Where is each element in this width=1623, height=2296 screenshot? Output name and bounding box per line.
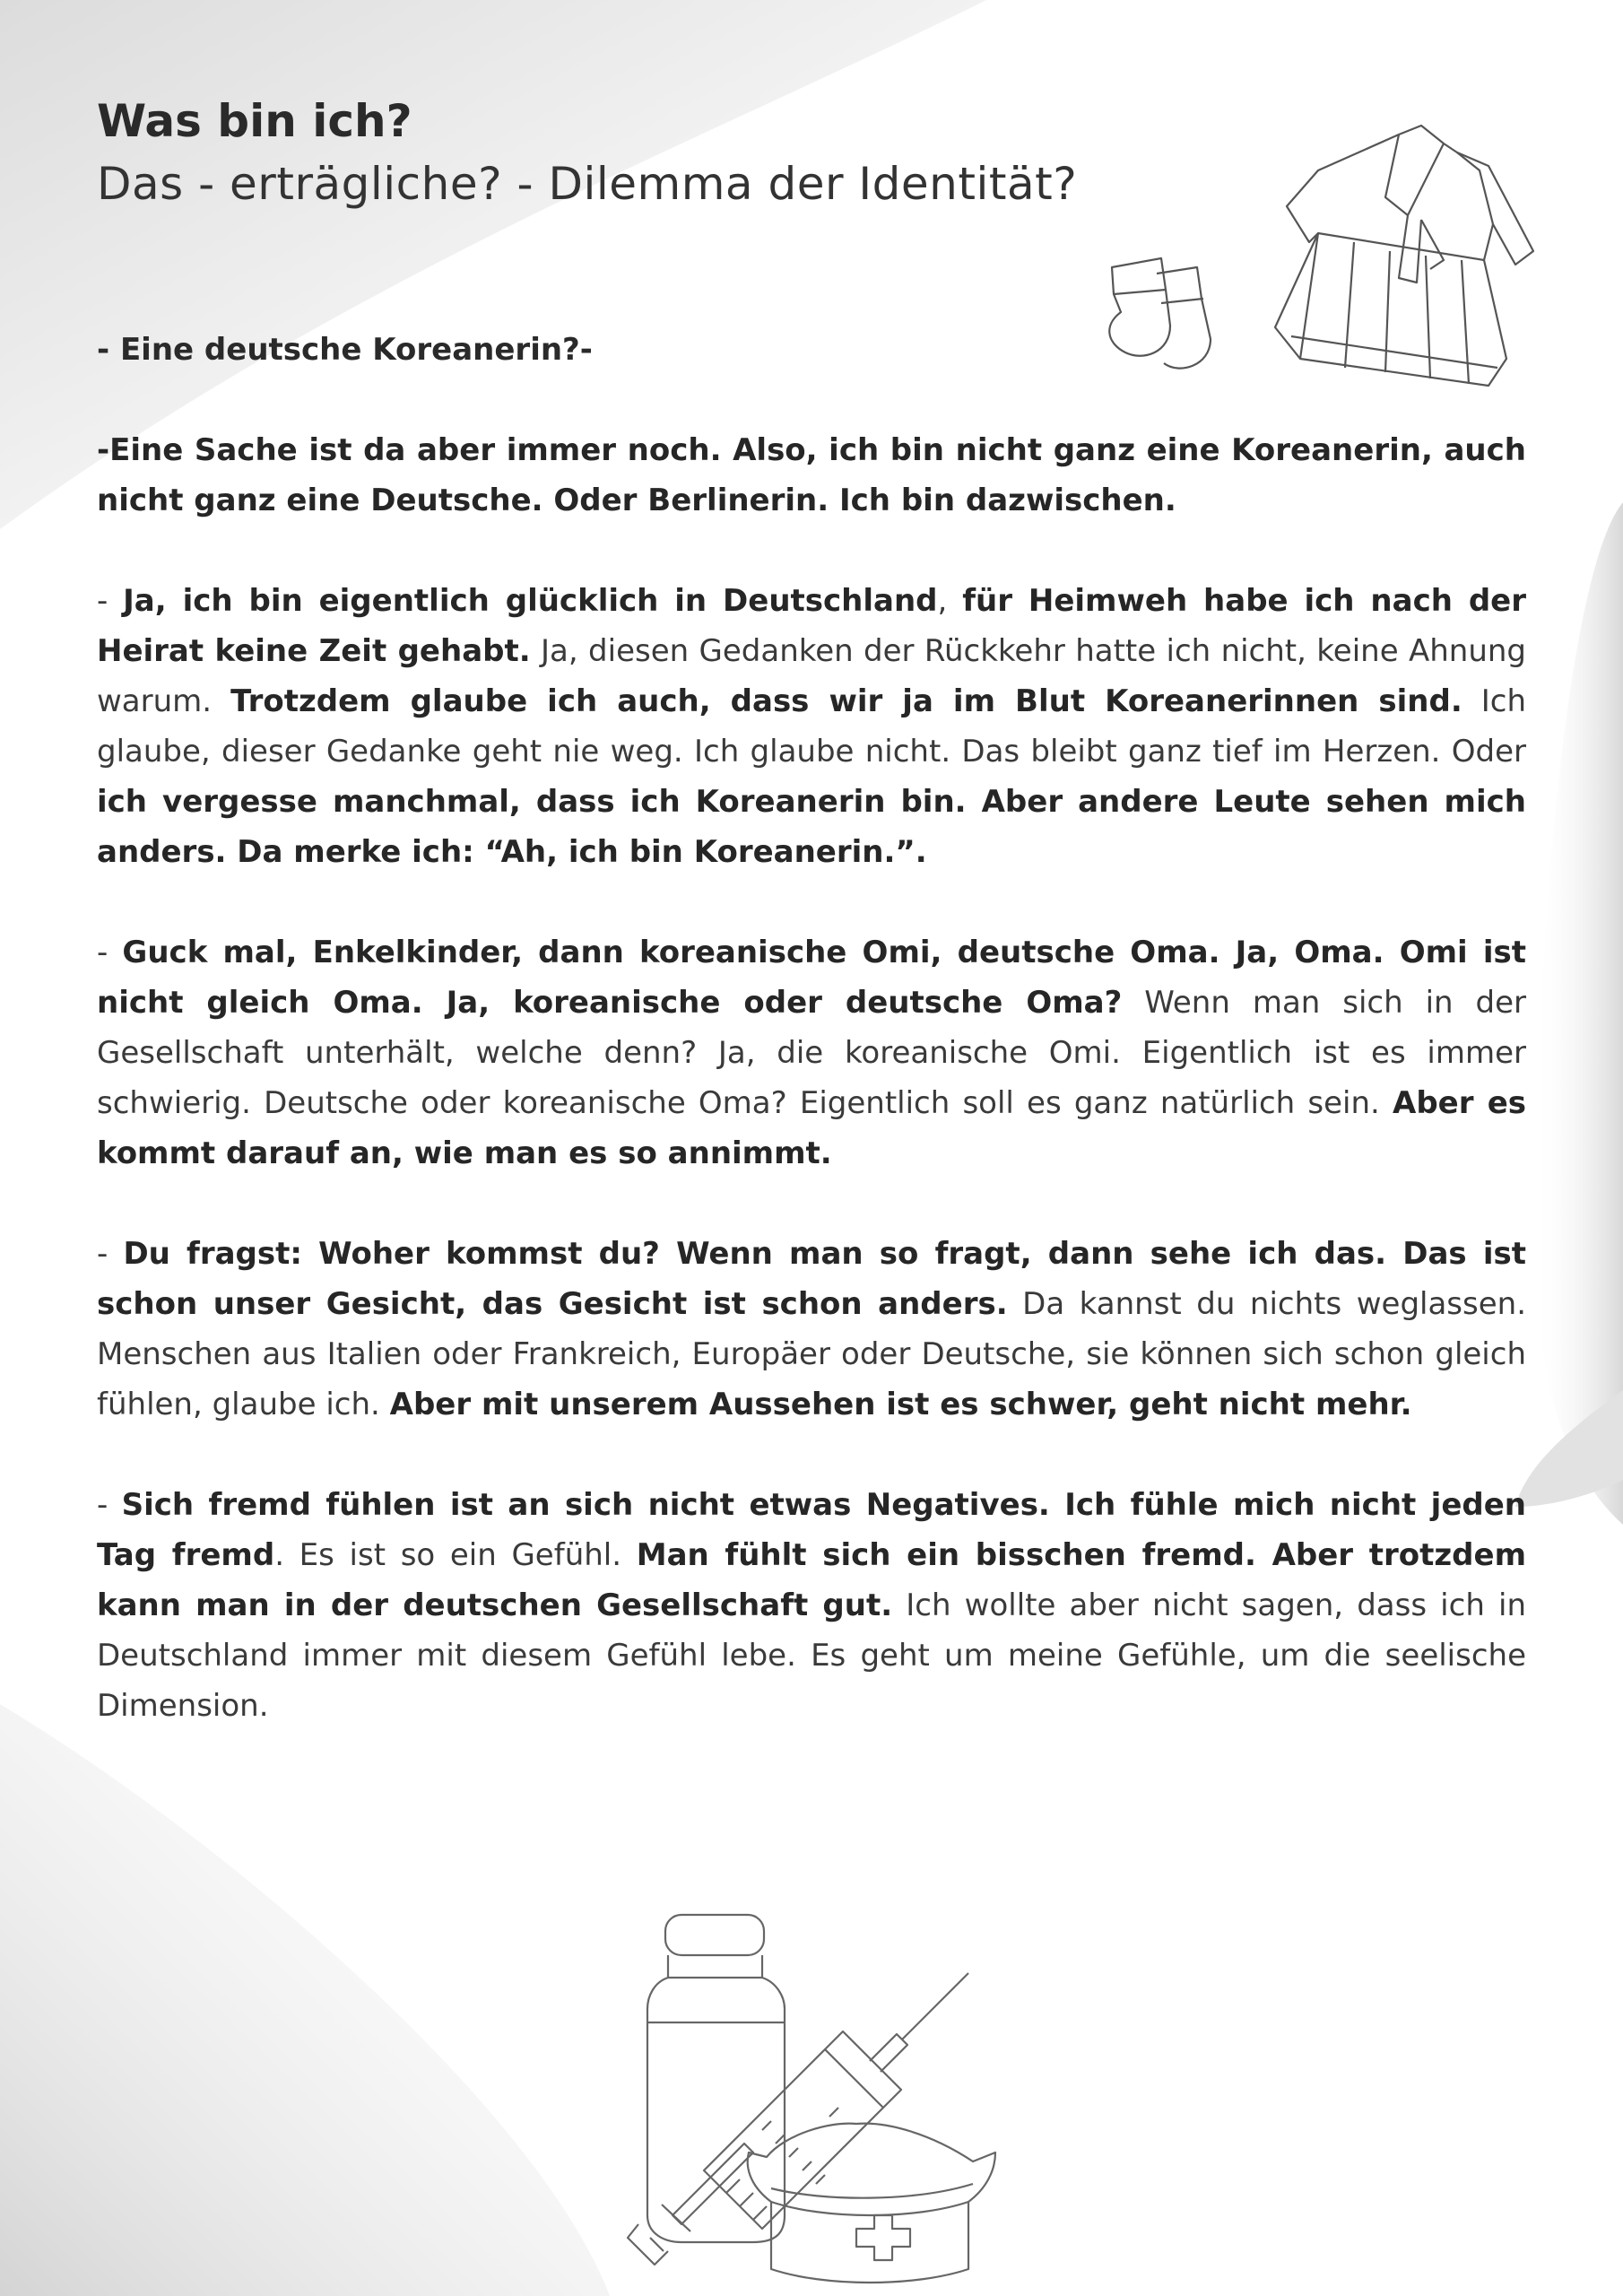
text-segment: Ich wollte aber nicht sagen, dass ich in Deutschland immer mit diesem Gefühl lebe. Es geht um meine Gefühle, um die seelische Dimension. bbox=[97, 1587, 1526, 1724]
paragraph-4 bbox=[97, 1229, 1526, 1430]
text-segment: ich vergesse manchmal, dass ich Koreanerin bin. Aber andere Leute sehen mich anders. Da merke ich: “Ah, ich bin Koreanerin.”. bbox=[97, 784, 1526, 870]
text-segment: Ja, ich bin eigentlich glücklich in Deutschland bbox=[123, 583, 938, 619]
medical-illustration bbox=[619, 1892, 1013, 2296]
text-segment: - bbox=[97, 1487, 122, 1523]
text-segment: für Heimweh habe ich nach der Heirat keine Zeit gehabt. bbox=[97, 583, 1526, 669]
text-segment: Ja, diesen Gedanken der Rückkehr hatte ich nicht, keine Ahnung warum. bbox=[97, 633, 1526, 719]
paragraph-3 bbox=[97, 927, 1526, 1178]
text-segment: . Es ist so ein Gefühl. bbox=[274, 1537, 637, 1573]
text-segment: , bbox=[937, 583, 963, 619]
text-segment: Aber mit unserem Aussehen ist es schwer, geht nicht mehr. bbox=[389, 1387, 1412, 1422]
text-segment: Du fragst: Woher kommst du? Wenn man so fragt, dann sehe ich das. Das ist schon unser Gesicht, das Gesicht ist schon anders. bbox=[97, 1236, 1526, 1322]
text-segment: Guck mal, Enkelkinder, dann koreanische Omi, deutsche Oma. Ja, Oma. Omi ist nicht gleich Oma. Ja, koreanische oder deutsche Oma? bbox=[97, 935, 1527, 1021]
text-segment: Man fühlt sich ein bisschen fremd. Aber trotzdem kann man in der deutschen Gesellschaft gut. bbox=[97, 1537, 1527, 1623]
paragraph-1 bbox=[97, 425, 1526, 526]
text-segment: - bbox=[97, 583, 124, 619]
medicine-vial-icon bbox=[647, 1915, 785, 2242]
text-segment: - bbox=[97, 935, 123, 970]
page-subtitle: Das - erträgliche? - Dilemma der Identität? bbox=[97, 158, 1078, 210]
text-segment: Da kannst du nichts weglassen. Menschen aus Italien oder Frankreich, Europäer oder Deutsche, sie können sich schon gleich fühlen, glaube ich. bbox=[97, 1286, 1527, 1422]
text-segment: - bbox=[97, 1236, 124, 1272]
document-page bbox=[97, 90, 1526, 1731]
text-segment: Ich glaube, dieser Gedanke geht nie weg. Ich glaube nicht. Das bleibt ganz tief im Herzen. Oder bbox=[97, 683, 1527, 770]
text-segment: Trotzdem glaube ich auch, dass wir ja im Blut Koreanerinnen sind. bbox=[230, 683, 1462, 719]
paragraph-2 bbox=[97, 576, 1526, 877]
text-segment: -Eine Sache ist da aber immer noch. Also, ich bin nicht ganz eine Koreanerin, auch nicht ganz eine Deutsche. Oder Berlinerin. Ich bin dazwischen. bbox=[97, 432, 1526, 518]
page-title: Was bin ich? bbox=[97, 95, 412, 147]
text-segment: Aber es kommt darauf an, wie man es so annimmt. bbox=[97, 1085, 1526, 1171]
text-segment: Sich fremd fühlen ist an sich nicht etwas Negatives. Ich fühle mich nicht jeden Tag fremd bbox=[97, 1487, 1526, 1573]
section-heading: - Eine deutsche Koreanerin?- bbox=[97, 332, 593, 368]
text-segment: Wenn man sich in der Gesellschaft unterhält, welche denn? Ja, die koreanische Omi. Eigentlich ist es immer schwierig. Deutsche oder koreanische Oma? Eigentlich soll es ganz natürlich sein. bbox=[97, 985, 1526, 1121]
syringe-icon bbox=[628, 1973, 968, 2265]
paragraph-5 bbox=[97, 1480, 1526, 1731]
